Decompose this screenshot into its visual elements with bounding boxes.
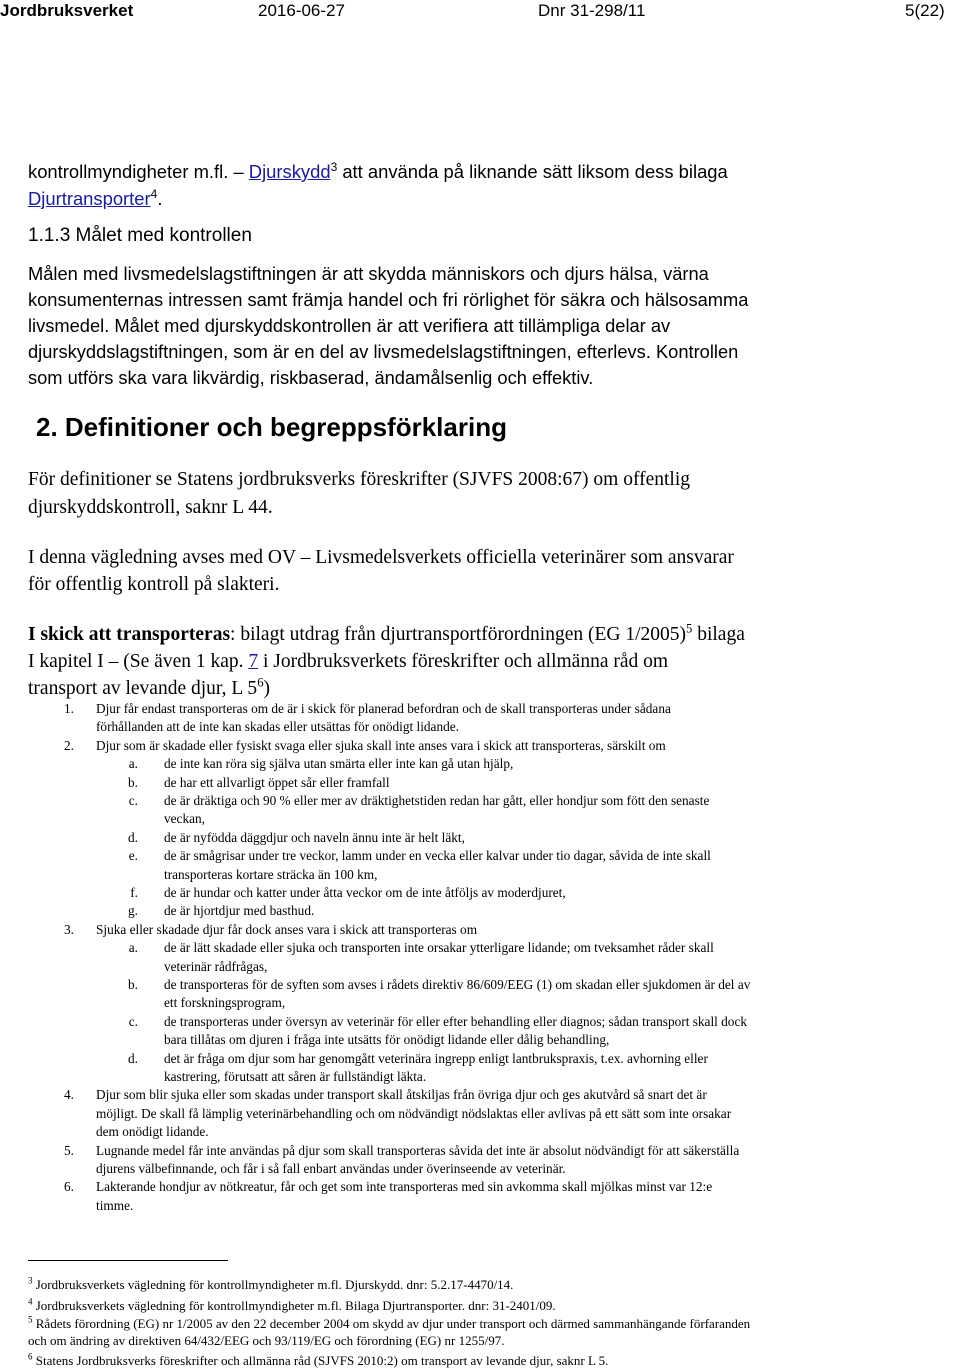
- list-item-text: Djur får endast transporteras om de är i skick för planerad befordran och de skall transporteras under sådana: [96, 701, 671, 716]
- footnote-separator: [28, 1260, 228, 1261]
- transport-line-3-end: ): [263, 678, 271, 699]
- transport-line-2-text: I kapitel I – (Se även 1 kap.: [28, 651, 249, 672]
- footnote-4: $^4$ Jordbruksverkets vägledning för kontrollmyndigheter m.fl. Bilaga Djurtransporter. dnr: 31-2401/09.: [28, 1296, 556, 1313]
- djurskydd-link[interactable]: Djurskydd: [248, 161, 331, 182]
- intro-text-b: –: [233, 161, 249, 182]
- list-item-number: 2.: [64, 737, 74, 753]
- list-item-text: det är fråga om djur som har genomgått veterinära ingrepp enligt lantbrukspraxis, t.ex. avhorning eller: [164, 1050, 708, 1066]
- list-item-text: bara tillåtas om djuren i fråga inte utsätts för onödigt lidande eller dålig behandling,: [164, 1032, 610, 1048]
- list-item-text: Djur som blir sjuka eller som skadas under transport skall åtskiljas från övriga djur och ges akutvård så snart det är: [96, 1087, 707, 1103]
- section-113-heading: 1.1.3 Målet med kontrollen: [28, 225, 252, 246]
- list-item-number: a.: [128, 940, 138, 956]
- transport-line-2: [28, 649, 948, 675]
- intro-text-d: .: [157, 188, 163, 209]
- djurtransporter-link[interactable]: Djurtransporter: [28, 188, 151, 209]
- list-item-text: de är dräktiga och 90 % eller mer av dräktighetstiden redan har gått, eller hondjur som fött den senaste: [164, 793, 710, 808]
- list-item-number: 4.: [64, 1087, 74, 1103]
- list-item-text: de är smågrisar under tre veckor, lamm under en vecka eller kalvar under tio dagar, såvida de inte skall: [164, 848, 711, 864]
- header-org: Jordbruksverket: [0, 1, 134, 20]
- list-item-text: dem onödigt lidande.: [96, 1124, 209, 1140]
- list-item-text: timme.: [96, 1197, 134, 1213]
- list-item-number: 3.: [64, 921, 74, 937]
- transport-line-1-text: : bilagt utdrag från djurtransportförordningen (EG 1/2005): [230, 624, 686, 645]
- list-item-number: b.: [128, 977, 138, 992]
- footnote-5: och om ändring av direktiven 64/432/EEG och 93/119/EG och förordning (EG) nr 1255/97.: [28, 1333, 505, 1348]
- list-item-number: d.: [128, 1050, 138, 1066]
- list-item-text: de är nyfödda däggdjur och naveln ännu inte är helt läkt,: [164, 829, 465, 845]
- intro-line-2: [28, 186, 948, 212]
- section-113-line-4: djurskyddslagstiftningen, som är en del av livsmedelslagstiftningen, efterlevs. Kontrollen: [28, 341, 739, 362]
- list-item-number: b.: [128, 774, 138, 790]
- section-113-line-2: konsumenternas intressen samt främja handel och fri rörlighet för säkra och hälsosamma: [28, 289, 749, 310]
- list-item-text: förhållanden att de inte kan skadas eller utsättas för onödigt lidande.: [96, 719, 459, 735]
- definitions-line-1: För definitioner se Statens jordbruksverks föreskrifter (SJVFS 2008:67) om offentlig: [28, 469, 691, 490]
- list-item-number: c.: [128, 793, 138, 808]
- section-113-line-3: livsmedel. Målet med djurskyddskontrollen är att verifiera att tillämpliga delar av: [28, 315, 671, 336]
- footnote-number: 4: [28, 1296, 33, 1307]
- list-item-number: 1.: [64, 701, 74, 716]
- footnote-ref-4[interactable]: 4: [150, 186, 158, 201]
- header-date: 2016-06-27: [258, 1, 345, 20]
- transport-line-3-text: transport av levande djur, L 5: [28, 678, 258, 699]
- footnote-ref-3[interactable]: 3: [330, 159, 338, 174]
- footnote-ref-6[interactable]: 6: [257, 675, 264, 690]
- footnote-number: 6: [28, 1351, 33, 1362]
- list-item-text: Lugnande medel får inte användas på djur som skall transporteras såvida det inte är absolut nödvändigt för att säkerställa: [96, 1142, 740, 1158]
- section-2-heading: 2. Definitioner och begreppsförklaring: [36, 412, 507, 442]
- list-item-number: 6.: [64, 1179, 74, 1195]
- transport-line-1-end: bilaga: [692, 624, 745, 645]
- list-item-text: de är lätt skadade eller sjuka och transporten inte orsakar ytterligare lidande; om tveksamhet råder skall: [164, 940, 714, 956]
- list-item-number: f.: [130, 885, 138, 900]
- section-113-line-1: Målen med livsmedelslagstiftningen är att skydda människors och djurs hälsa, värna: [28, 263, 709, 284]
- list-item-number: 5.: [64, 1142, 74, 1158]
- list-item-text: ett forskningsprogram,: [164, 995, 286, 1011]
- kap-7-link[interactable]: 7: [248, 651, 259, 672]
- list-item-text: veterinär rådfrågas,: [164, 958, 268, 974]
- list-item-text: kastrering, förutsatt att såren är fullständigt läkta.: [164, 1069, 427, 1084]
- ov-line-1: I denna vägledning avses med OV – Livsmedelsverkets officiella veterinärer som ansvarar: [28, 547, 734, 568]
- header-page-number: 5(22): [905, 1, 945, 20]
- footnote-number: 3: [28, 1275, 33, 1286]
- footnote-6: $^6$ Statens Jordbruksverks föreskrifter och allmänna råd (SJVFS 2010:2) om transport av levande djur, saknr L 5.: [28, 1351, 609, 1368]
- intro-text-c: att använda på liknande sätt liksom dess bilaga: [337, 161, 728, 182]
- section-113-line-5: som utförs ska vara likvärdig, riskbaserad, ändamålsenlig och effektiv.: [28, 367, 594, 388]
- footnote-5: $^5$ Rådets förordning (EG) nr 1/2005 av den 22 december 2004 om skydd av djur under transport och därmed sammanhängande förfaranden: [28, 1314, 751, 1331]
- footnote-ref-5[interactable]: 5: [686, 621, 693, 636]
- transport-bold-label: I skick att transporteras: [28, 624, 231, 645]
- list-item-text: Lakterande hondjur av nötkreatur, får och get som inte transporteras med sin avkomma skall mjölkas minst var 12:e: [96, 1179, 713, 1195]
- list-item-text: transporteras kortare sträcka än 100 km,: [164, 866, 378, 882]
- list-item-number: a.: [128, 756, 138, 772]
- ov-line-2: för offentlig kontroll på slakteri.: [28, 574, 280, 595]
- list-item-text: de inte kan röra sig själva utan smärta eller inte kan gå utan hjälp,: [164, 756, 514, 772]
- transport-line-1: [28, 622, 948, 648]
- list-item-number: e.: [128, 848, 138, 864]
- intro-text-a: kontrollmyndigheter m.fl.: [28, 161, 234, 182]
- definitions-line-2: djurskyddskontroll, saknr L 44.: [28, 497, 273, 518]
- list-item-text: möjligt. De skall få lämplig veterinärbehandling och om nödvändigt nödslaktas eller avlivas på ett sätt som inte orsakar: [96, 1105, 732, 1121]
- list-item-text: de är hjortdjur med basthud.: [164, 903, 315, 919]
- intro-line-1: [28, 159, 948, 185]
- list-item-number: g.: [128, 903, 138, 919]
- list-item-text: djurens välbefinnande, och får i så fall enbart användas under överinseende av veterinär.: [96, 1161, 566, 1176]
- footnote-number: 5: [28, 1314, 33, 1325]
- list-item-number: c.: [128, 1013, 138, 1029]
- list-item-text: veckan,: [164, 811, 205, 827]
- list-item-number: d.: [128, 829, 138, 845]
- list-item-text: de är hundar och katter under åtta veckor om de inte åtföljs av moderdjuret,: [164, 885, 566, 900]
- header-dnr: Dnr 31-298/11: [538, 1, 646, 20]
- list-item-text: Djur som är skadade eller fysiskt svaga eller sjuka skall inte anses vara i skick att transporteras, särskilt om: [96, 737, 666, 753]
- list-item-text: de transporteras under översyn av veterinär för eller efter behandling eller diagnos; sådan transport skall dock: [164, 1013, 747, 1029]
- list-item-text: de har ett allvarligt öppet sår eller framfall: [164, 774, 390, 790]
- footnote-3: $^3$ Jordbruksverkets vägledning för kontrollmyndigheter m.fl. Djurskydd. dnr: 5.2.17-4470/14.: [28, 1275, 514, 1292]
- list-item-text: Sjuka eller skadade djur får dock anses vara i skick att transporteras om: [96, 921, 478, 937]
- transport-line-2-end: i Jordbruksverkets föreskrifter och allmänna råd om: [258, 651, 669, 672]
- transport-line-3: [28, 676, 948, 702]
- list-item-text: de transporteras för de syften som avses i rådets direktiv 86/609/EEG (1) om skadan eller sjukdomen är del av: [164, 977, 751, 992]
